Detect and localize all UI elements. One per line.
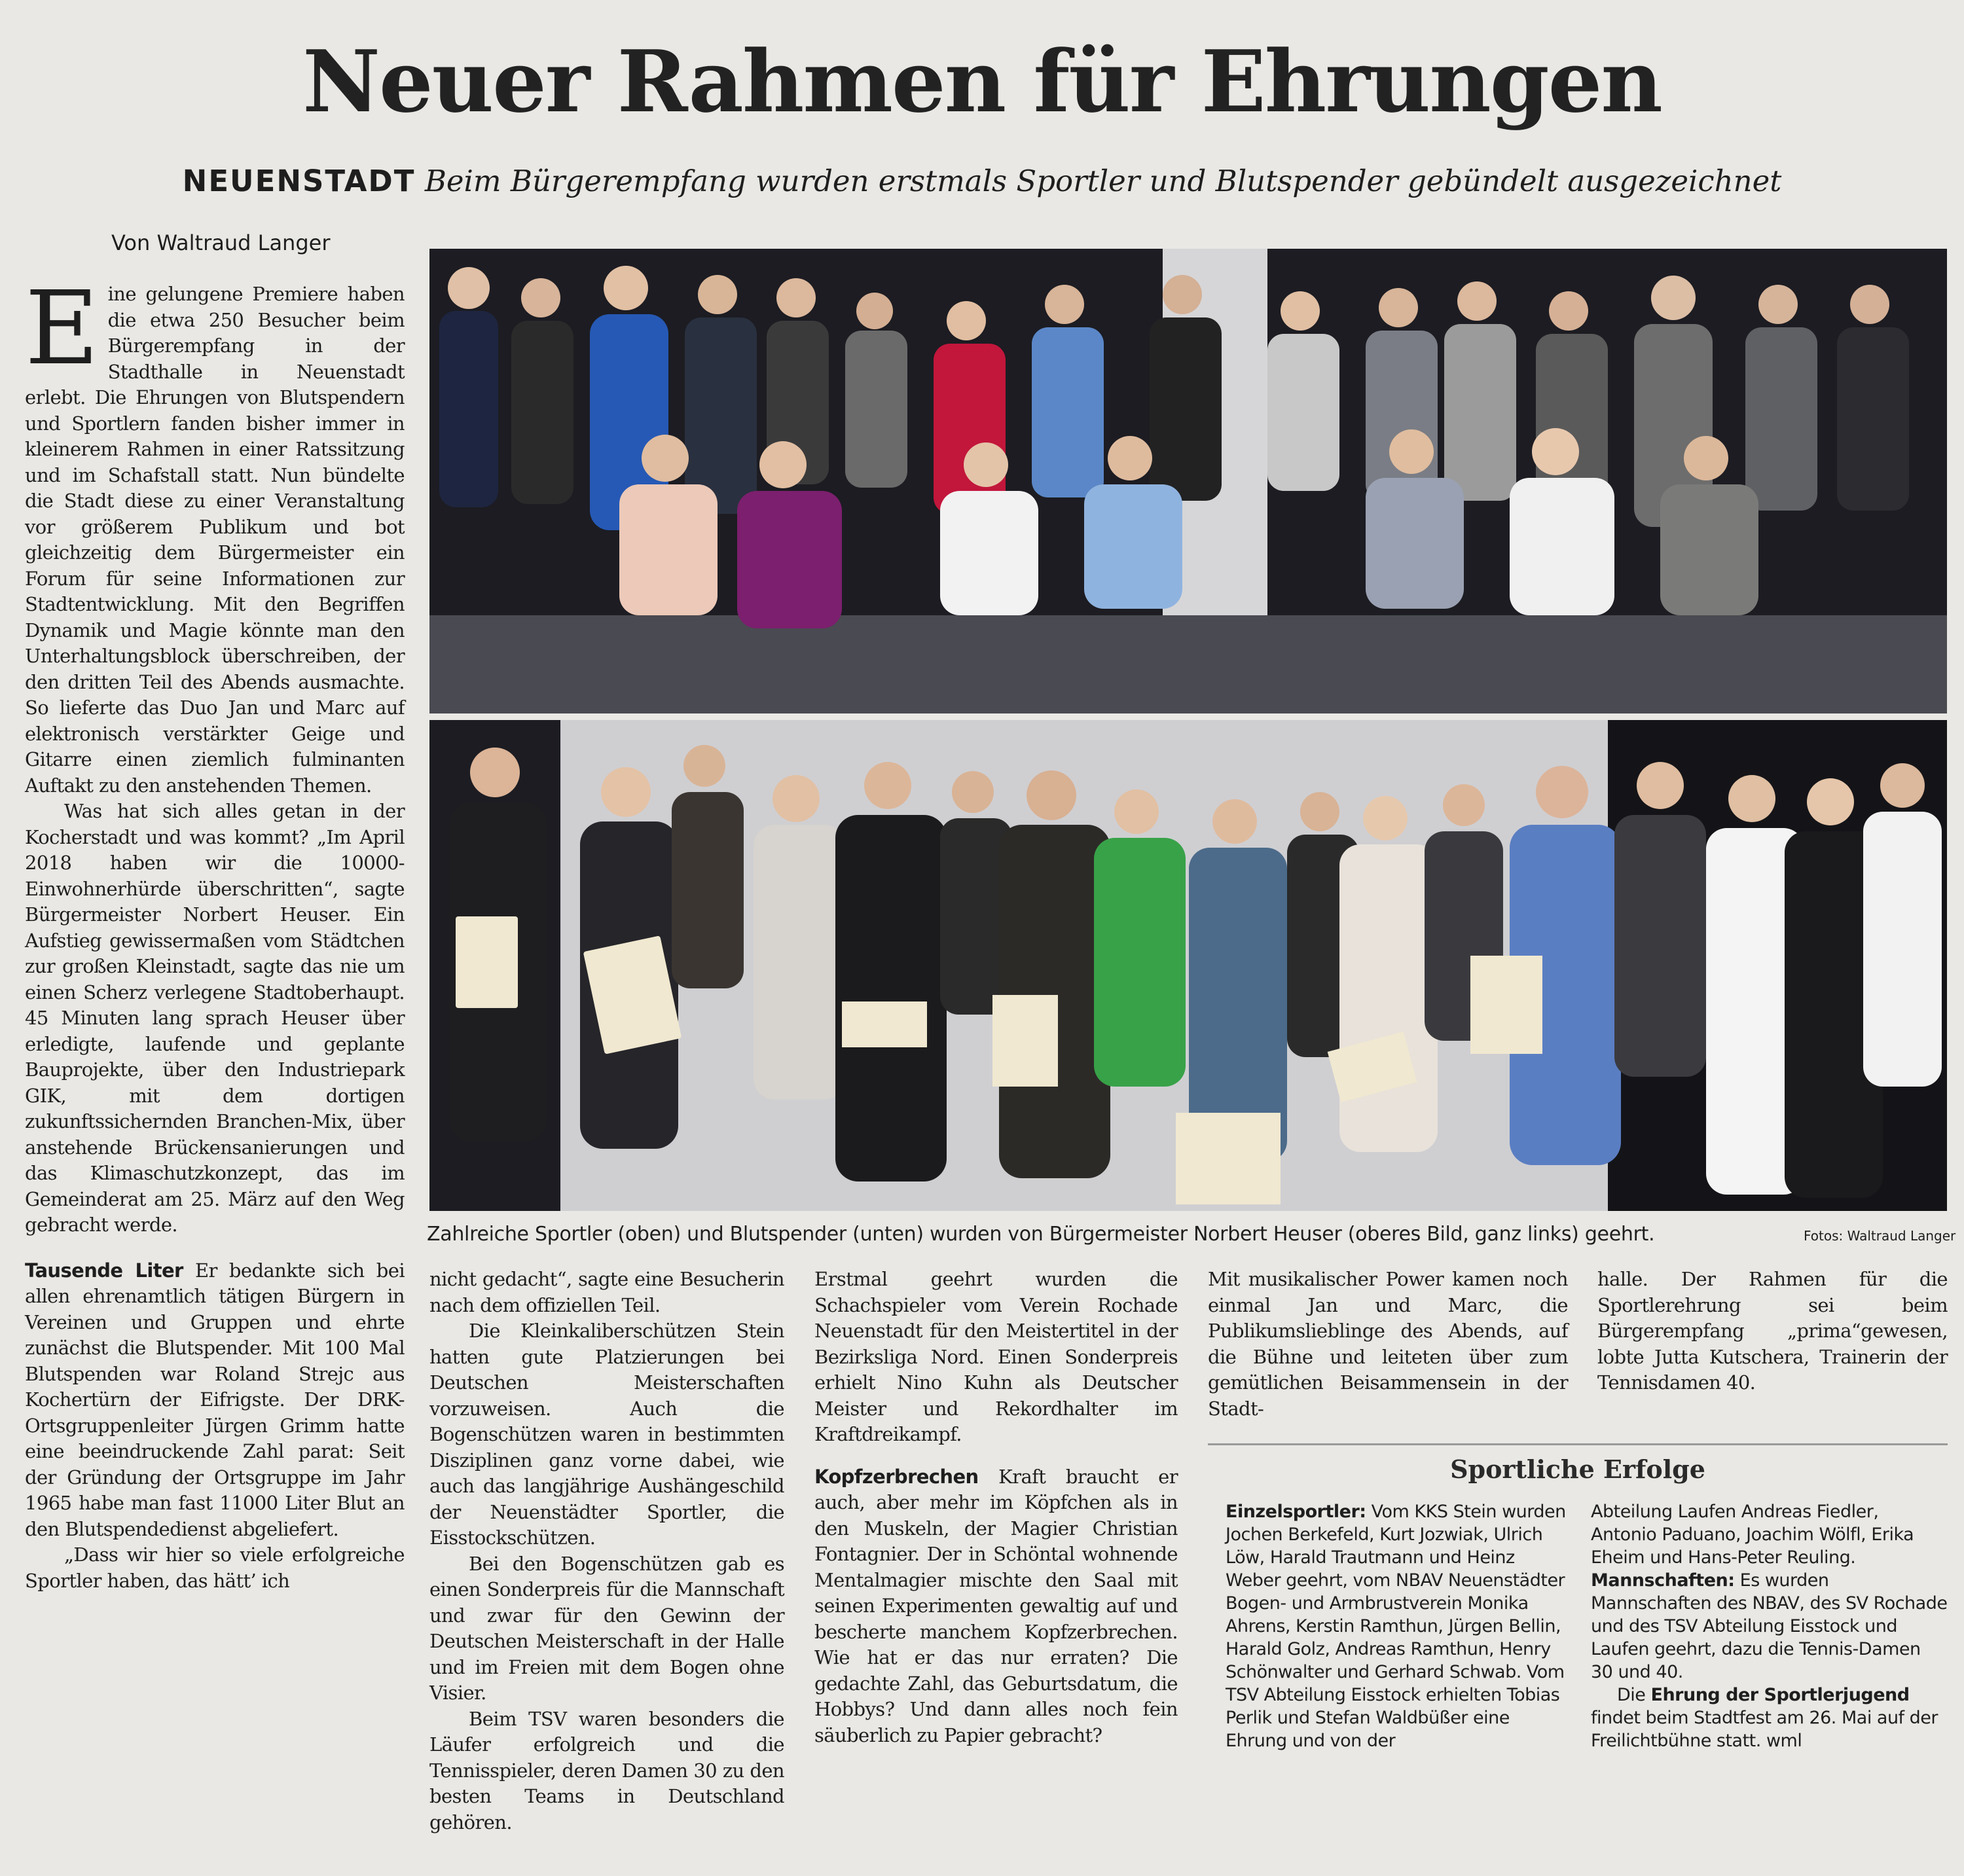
infobox-text: Abteilung Laufen Andreas Fiedler, Antonio Paduano, Joachim Wölfl, Erika Eheim und Hans-Peter Reuling.: [1591, 1502, 1914, 1568]
subhead-kopfzerbrechen: Kopfzerbrechen: [814, 1465, 979, 1488]
photo-credit: Fotos: Waltraud Langer: [1804, 1228, 1956, 1244]
paragraph: Bei den Bogenschützen gab es einen Sonderpreis für die Mannschaft und zwar für den Gewinn der Deutschen Meisterschaft in der Halle und im Freien mit dem Bogen ohne Visier.: [429, 1552, 784, 1704]
photo-athletes: [429, 249, 1947, 713]
paragraph-with-subhead: Tausende Liter Er bedankte sich bei allen ehrenamtlich tätigen Bürgern in Vereinen und Gruppen und ehrte zunächst die Blutspender. Mit 100 Mal Blutspenden war Roland Strejc aus Kochertürn der Eifrigste. Der DRK-Ortsgruppenleiter Jürgen Grimm hatte eine beeindruckende Zahl parat: Seit der Gründung der Ortsgruppe im Jahr 1965 habe man fast 11000 Liter Blut an den Blutspendedienst abgeliefert.: [25, 1259, 405, 1540]
dropcap: E: [25, 269, 99, 388]
paragraph: Beim TSV waren besonders die Läufer erfolgreich und die Tennisspieler, deren Damen 30 zu den besten Teams in Deutschland gehören.: [429, 1707, 784, 1833]
infobox-text: Es wurden Mannschaften des NBAV, des SV Rochade und des TSV Abteilung Eisstock und Laufen geehrt, dazu die Tennis-Damen 30 und 40.: [1591, 1570, 1948, 1682]
paragraph: Mit musikalischer Power kamen noch einmal Jan und Marc, die Publikumslieblinge des Abends, auf die Bühne und leiteten über zum gemütlichen Beisammensein in der Stadt-: [1208, 1268, 1568, 1420]
deck: Beim Bürgerempfang wurden erstmals Sportler und Blutspender gebündelt ausgezeichnet: [424, 164, 1782, 198]
photo-caption: Zahlreiche Sportler (oben) und Blutspender (unten) wurden von Bürgermeister Norbert Heuser (oberes Bild, ganz links) geehrt.: [427, 1223, 1655, 1246]
paragraph: halle. Der Rahmen für die Sportlerehrung sei beim Bürgerempfang „prima“gewesen, lobte Jutta Kutschera, Trainerin der Tennisdamen 40.: [1597, 1268, 1948, 1394]
infobox-text: findet beim Stadtfest am 26. Mai auf der Freilichtbühne statt. wml: [1591, 1708, 1938, 1751]
article-column-1: [25, 269, 405, 1594]
paragraph: Die Kleinkaliberschützen Stein hatten gute Platzierungen bei Deutschen Meisterschaften vorzuweisen. Auch die Bogenschützen waren in bestimmten Disziplinen ganz vorne dabei, wie auch das langjährige Aushängeschild der Neuenstädter Sportler, die Eisstockschützen.: [429, 1320, 784, 1549]
infobox-text: Vom KKS Stein wurden Jochen Berkefeld, Kurt Jozwiak, Ulrich Löw, Harald Trautmann und Heinz Weber geehrt, vom NBAV Neuenstädter Bogen- und Armbrustverein Monika Ahrens, Kerstin Ramthun, Jürgen Bellin, Harald Golz, Andreas Ramthun, Henry Schönwalter und Gerhard Schwab. Vom TSV Abteilung Eisstock erhielten Tobias Perlik und Stefan Waldbüßer eine Ehrung und von der: [1226, 1502, 1566, 1751]
subline: [0, 161, 1964, 202]
paragraph-with-subhead: Kopfzerbrechen Kraft braucht er auch, aber mehr im Köpfchen als in den Muskeln, der Magier Christian Fontagnier. Der in Schöntal wohnende Mentalmagier mischte den Saal mit seinen Experimenten gewaltig auf und bescherte manchem Kopfzerbrechen. Wie hat er das nur erraten? Die gedachte Zahl, das Geburtsdatum, die Hobbys? Und dann alles noch fein säuberlich zu Papier gebracht?: [814, 1465, 1178, 1746]
infobox-label-sportlerjugend: Ehrung der Sportlerjugend: [1650, 1685, 1910, 1705]
subhead-tausende-liter: Tausende Liter: [25, 1259, 183, 1282]
paragraph: Was hat sich alles getan in der Kocherstadt und was kommt? „Im April 2018 haben wir die 10000-Einwohnerhürde überschritten“, sagte Bürgermeister Norbert Heuser. Ein Aufstieg gewissermaßen vom Städtchen zur großen Kleinstadt, sagte das nie um einen Scherz verlegene Stadtoberhaupt. 45 Minuten lang sprach Heuser über erledigte, laufende und geplante Bauprojekte, über den Industriepark GIK, mit dem dortigen zukunftssichernden Branchen-Mix, über anstehende Brückensanierungen und das Klimaschutzkonzept, das im Gemeinderat am 25. März auf den Weg gebracht werde.: [25, 800, 405, 1236]
infobox-column-left: [1226, 1500, 1569, 1752]
infobox-label-einzelsportler: Einzelsportler:: [1226, 1502, 1366, 1522]
paragraph: nicht gedacht“, sagte eine Besucherin nach dem offiziellen Teil.: [429, 1268, 784, 1316]
paragraph: „Dass wir hier so viele erfolgreiche Sportler haben, das hätt’ ich: [25, 1543, 405, 1592]
article-column-4: [1208, 1267, 1568, 1422]
intro-paragraph: Eine gelungene Premiere haben die etwa 250 Besucher beim Bürgerempfang in der Stadthalle in Neuenstadt erlebt. Die Ehrungen von Blutspendern und Sportlern fanden bisher immer in kleinerem Rahmen in einer Ratssitzung und im Schafstall statt. Nun bündelte die Stadt diese zu einer Veranstaltung vor größerem Publikum und bot gleichzeitig dem Bürgermeister ein Forum für seine Informationen zur Stadtentwicklung. Mit den Begriffen Dynamik und Magie könnte man den Unterhaltungsblock überschreiben, der den dritten Teil des Abends ausmachte. So lieferte das Duo Jan und Marc auf elektronisch verstärkter Geige und Gitarre einen ziemlich fulminanten Auftakt zu den anstehenden Themen.: [25, 269, 405, 797]
article-column-3: [814, 1267, 1178, 1748]
infobox-divider: [1208, 1443, 1948, 1445]
headline: Neuer Rahmen für Ehrungen: [302, 31, 1662, 132]
photo-blood-donors: [429, 720, 1947, 1211]
paragraph: Erstmal geehrt wurden die Schachspieler vom Verein Rochade Neuenstadt für den Meistertitel in der Bezirksliga Nord. Einen Sonderpreis erhielt Nino Kuhn als Deutscher Meister und Rekordhalter im Kraftdreikampf.: [814, 1268, 1178, 1445]
byline: Von Waltraud Langer: [111, 230, 331, 255]
dateline: NEUENSTADT: [182, 164, 416, 198]
infobox-column-right: Abteilung Laufen Andreas Fiedler, Antonio Paduano, Joachim Wölfl, Erika Eheim und Hans-Peter Reuling. Mannschaften: Es wurden Mannschaften des NBAV, des SV Rochade und des TSV Abteilung Eisstock und Laufen geehrt, dazu die Tennis-Damen 30 und 40. Die Ehrung der Sportlerjugend findet beim Stadtfest am 26. Mai auf der Freilichtbühne statt. wml: [1591, 1502, 1948, 1751]
article-column-2: [429, 1267, 784, 1835]
article-column-5: [1597, 1267, 1948, 1396]
infobox-title: Sportliche Erfolge: [1450, 1454, 1705, 1484]
infobox-label-mannschaften: Mannschaften:: [1591, 1570, 1735, 1591]
